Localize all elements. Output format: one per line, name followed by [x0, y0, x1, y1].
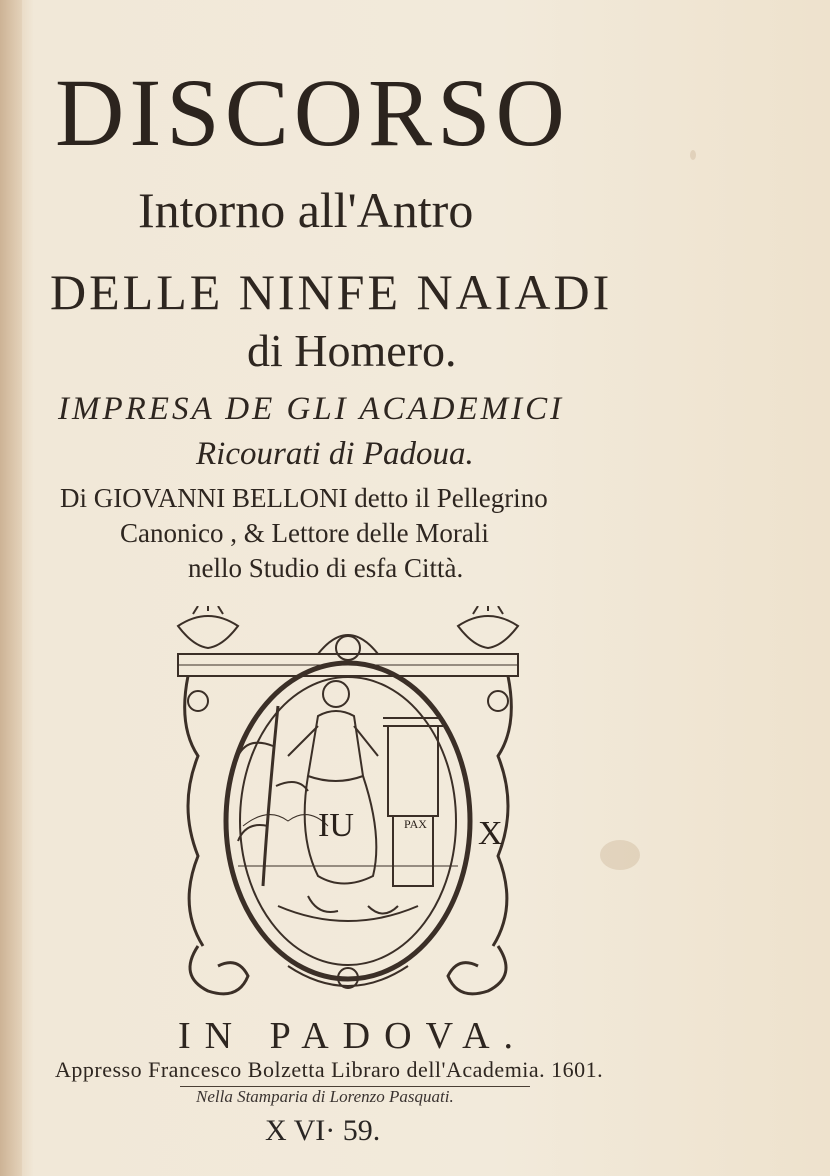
woodcut-pax-label: PAX	[404, 817, 427, 831]
binding-edge	[0, 0, 22, 1176]
title-main: DISCORSO	[55, 59, 570, 166]
woodcut-motto-left: IU	[318, 807, 354, 844]
impresa-line-2: Ricourati di Padoua.	[196, 436, 474, 472]
title-homer-line: di Homero.	[247, 325, 457, 376]
printer-device-woodcut-icon	[168, 606, 528, 1006]
paper-stain	[600, 840, 640, 870]
shelfmark: X VI· 59.	[265, 1114, 381, 1147]
title-caps-line: DELLE NINFE NAIADI	[50, 264, 613, 320]
author-line-1: Di GIOVANNI BELLONI detto il Pellegrino	[60, 483, 548, 513]
imprint-stamp-note: Nella Stamparia di Lorenzo Pasquati.	[196, 1087, 454, 1106]
author-line-3: nello Studio di esfa Città.	[188, 553, 464, 583]
imprint-place: IN PADOVA.	[178, 1015, 528, 1057]
author-line-2: Canonico , & Lettore delle Morali	[120, 518, 489, 548]
woodcut-motto-right: X	[478, 815, 503, 852]
title-subtitle: Intorno all'Antro	[138, 182, 474, 238]
impresa-line-1: IMPRESA DE GLI ACADEMICI	[58, 391, 565, 427]
imprint-printer: Appresso Francesco Bolzetta Libraro dell'Academia. 1601.	[55, 1057, 604, 1082]
paper-spot	[690, 150, 696, 160]
